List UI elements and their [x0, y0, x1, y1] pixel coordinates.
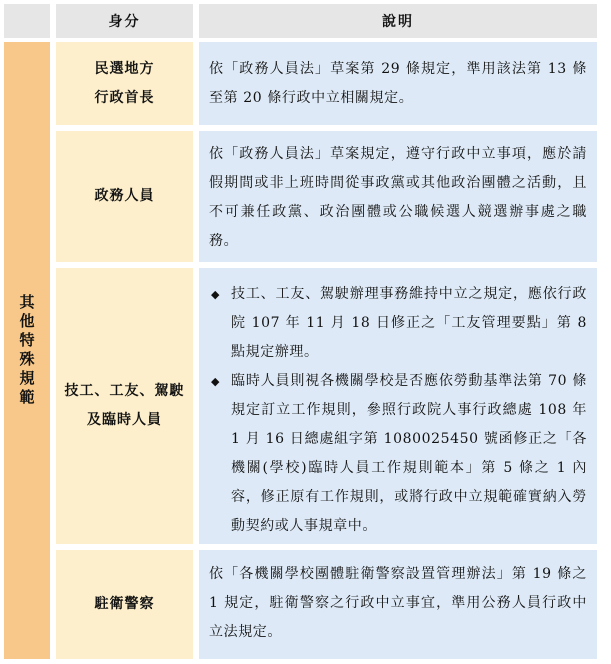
desc-text: 依「各機關學校團體駐衛警察設置管理辦法」第 19 條之 1 規定，駐衛警察之行政中立事宜，準用公務人員行政中立法規定。	[209, 566, 587, 640]
role-line: 政務人員	[94, 188, 155, 204]
header-description: 說明	[199, 4, 597, 38]
role-cell-security-police	[56, 550, 193, 659]
role-line: 駐衛警察	[94, 596, 155, 612]
role-line: 行政首長	[94, 89, 155, 106]
role-cell-workers-temps	[56, 268, 193, 544]
role-cell-local-executive	[56, 42, 193, 125]
header-role: 身分	[56, 4, 193, 38]
role-line: 民選地方	[94, 60, 155, 77]
desc-cell-local-executive	[199, 42, 597, 125]
header-blank-cell	[4, 4, 50, 38]
category-label: 其他特殊規範	[17, 293, 36, 408]
desc-text: 依「政務人員法」草案規定，遵守行政中立事項，應於請假期間或非上班時間從事政黨或其他政治團體之活動，且不可兼任政黨、政治團體或公職候選人競選辦事處之職務。	[209, 146, 587, 249]
diamond-bullet-icon: ◆	[211, 288, 221, 301]
diamond-bullet-icon: ◆	[211, 375, 221, 388]
desc-cell-workers-temps	[199, 268, 597, 544]
category-cell	[4, 42, 50, 659]
role-cell-political-appointee	[56, 131, 193, 262]
role-line: 及臨時人員	[87, 412, 162, 428]
desc-cell-security-police	[199, 550, 597, 659]
desc-cell-political-appointee	[199, 131, 597, 262]
role-line: 技工、工友、駕駛	[64, 383, 185, 399]
bullet-text: 技工、工友、駕駛辦理事務維持中立之規定，應依行政院 107 年 11 月 18 日修正之「工友管理要點」第 8 點規定辦理。	[231, 286, 587, 360]
bullet-text: 臨時人員則視各機關學校是否應依勞動基準法第 70 條規定訂立工作規則，參照行政院人事行政總處 108 年 1 月 16 日總處組字第 1080025450 號函修正之「各機關(學校)臨時人員工作規則範本」第 5 條之 1 內容，修正原有工作規則，或將行政中立規範確實納入勞動契約或人事規章中。	[231, 373, 587, 534]
desc-text: 依「政務人員法」草案第 29 條規定，準用該法第 13 條至第 20 條行政中立相關規定。	[209, 61, 587, 106]
bullet-list	[209, 280, 587, 541]
bullet-item	[209, 367, 587, 541]
bullet-item	[209, 280, 587, 367]
